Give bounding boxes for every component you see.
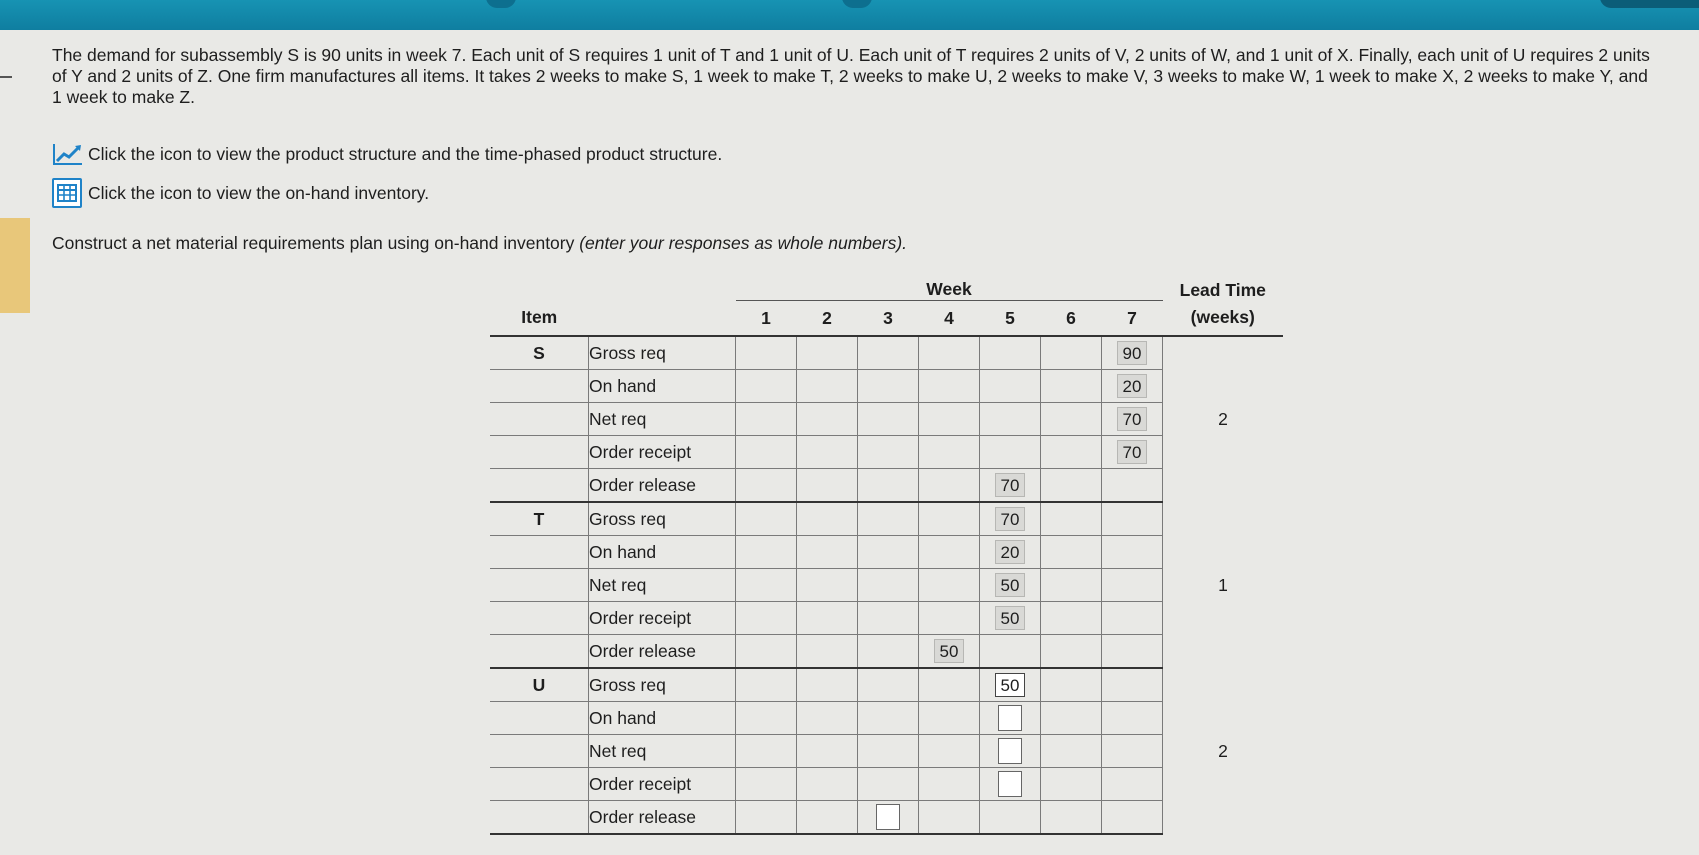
side-marker [0,76,12,78]
item-cell [490,768,589,801]
week-cell [797,668,858,702]
week-cell [858,436,919,469]
week-cell [858,502,919,536]
week-cell [1041,768,1102,801]
week-cell [1041,469,1102,503]
week-cell [1102,635,1163,669]
week-cell [858,635,919,669]
item-cell [490,702,589,735]
week-number: 7 [1102,301,1163,337]
item-cell [490,801,589,835]
week-cell [858,735,919,768]
week-cell [797,635,858,669]
instructions-main: Construct a net material requirements plan using on-hand inventory [52,233,580,253]
row-label-net-req: Net req [589,569,736,602]
row-label-order-release: Order release [589,635,736,669]
week-cell [736,469,797,503]
item-cell [490,370,589,403]
week-cell [1041,635,1102,669]
week-cell [797,469,858,503]
lead-time-value: 2 [1218,740,1228,761]
week-number: 2 [797,301,858,337]
instructions [52,233,907,254]
row-label-gross-req: Gross req [589,668,736,702]
week-cell [736,336,797,370]
item-name: U [490,668,589,702]
banner-button[interactable] [1600,0,1699,8]
row-label-on-hand: On hand [589,536,736,569]
week-cell [1041,436,1102,469]
week-cell [858,336,919,370]
answer-value[interactable]: 70 [995,473,1025,497]
answer-value[interactable]: 20 [995,540,1025,564]
week-cell [797,569,858,602]
row-label-order-receipt: Order receipt [589,436,736,469]
week-cell [980,502,1041,536]
week-cell [1041,336,1102,370]
answer-value[interactable]: 70 [1117,407,1147,431]
item-cell [490,602,589,635]
row-label-order-receipt: Order receipt [589,768,736,801]
lead-time-header: Lead Time [1179,279,1266,300]
row-label-net-req: Net req [589,403,736,436]
week-cell [1041,735,1102,768]
answer-value[interactable]: 50 [995,673,1025,697]
week-cell [980,801,1041,835]
row-label-order-release: Order release [589,801,736,835]
week-cell [1102,702,1163,735]
item-cell [490,403,589,436]
week-cell [1102,436,1163,469]
week-cell [858,469,919,503]
week-cell [797,735,858,768]
week-cell [1041,668,1102,702]
week-cell [736,370,797,403]
week-cell [858,668,919,702]
week-cell [797,536,858,569]
week-cell [1041,801,1102,835]
item-cell [490,436,589,469]
structure-link-text: Click the icon to view the product structure and the time-phased product structure. [88,143,723,164]
mrp-row [490,668,1283,702]
week-cell [858,602,919,635]
week-cell [1102,469,1163,503]
answer-value[interactable]: 50 [995,573,1025,597]
week-cell [1102,801,1163,835]
week-cell [919,370,980,403]
week-cell [797,702,858,735]
week-cell [858,702,919,735]
item-header: Item [490,301,589,337]
item-cell [490,569,589,602]
week-cell [919,336,980,370]
week-cell [980,602,1041,635]
week-number: 4 [919,301,980,337]
week-cell [919,469,980,503]
answer-value[interactable]: 70 [1117,440,1147,464]
banner-pill [486,0,516,8]
row-label-on-hand: On hand [589,370,736,403]
week-cell [1041,536,1102,569]
week-cell [919,702,980,735]
week-cell [1041,403,1102,436]
instructions-note: (enter your responses as whole numbers). [579,233,908,253]
week-cell [919,502,980,536]
answer-input[interactable] [876,804,900,830]
week-cell [1041,370,1102,403]
week-cell [919,735,980,768]
week-cell [919,569,980,602]
item-name: S [490,336,589,370]
answer-value[interactable]: 20 [1117,374,1147,398]
week-cell [736,536,797,569]
row-label-gross-req: Gross req [589,336,736,370]
week-cell [736,635,797,669]
week-cell [797,436,858,469]
week-cell [797,370,858,403]
week-cell [919,436,980,469]
week-cell [919,768,980,801]
week-cell [1041,569,1102,602]
week-cell [1041,502,1102,536]
week-cell [980,336,1041,370]
problem-statement: The demand for subassembly S is 90 units in week 7. Each unit of S requires 1 unit of T and 1 unit of U. Each unit of T requires 2 units of V, 2 units of W, and 1 unit of X. Finally, each unit of U requires 2 units of Y and 2 units of Z. One firm manufactures all items. It takes 2 weeks to make S, 1 week to make T, 2 weeks to make U, 2 weeks to make V, 3 weeks to make W, 1 week to make X, 2 weeks to make Y, and 1 week to make Z. [52,45,1650,107]
week-cell [736,436,797,469]
week-cell [858,801,919,835]
week-cell [858,768,919,801]
inventory-link-row[interactable] [52,178,429,208]
item-cell [490,735,589,768]
week-cell [980,635,1041,669]
week-cell [858,536,919,569]
week-cell [736,602,797,635]
week-cell [858,403,919,436]
answer-input[interactable] [998,705,1022,731]
week-cell [919,668,980,702]
week-cell [736,735,797,768]
answer-input[interactable] [998,738,1022,764]
mrp-row [490,336,1283,370]
structure-link-row[interactable] [52,142,722,166]
label-header [589,301,736,337]
week-cell [736,702,797,735]
week-cell [980,469,1041,503]
week-cell [736,403,797,436]
week-cell [797,602,858,635]
answer-input[interactable] [998,771,1022,797]
week-cell [919,403,980,436]
week-cell [1041,602,1102,635]
lead-time-units-header: (weeks) [1163,301,1284,337]
item-cell [490,635,589,669]
week-cell [736,801,797,835]
week-cell [797,801,858,835]
lead-time-value: 1 [1218,574,1228,595]
week-number: 3 [858,301,919,337]
week-cell [919,602,980,635]
row-label-on-hand: On hand [589,702,736,735]
week-cell [858,370,919,403]
week-cell [919,635,980,669]
week-cell [858,569,919,602]
week-cell [1102,502,1163,536]
row-label-order-receipt: Order receipt [589,602,736,635]
week-cell [797,403,858,436]
table-icon[interactable] [52,178,82,208]
blank-header [490,274,589,301]
row-label-order-release: Order release [589,469,736,503]
answer-value[interactable]: 90 [1117,341,1147,365]
answer-value[interactable]: 70 [995,507,1025,531]
blank-header [589,274,736,301]
week-header: Week [736,274,1163,301]
week-cell [1102,602,1163,635]
answer-value[interactable]: 50 [934,639,964,663]
week-cell [1102,403,1163,436]
week-cell [1102,569,1163,602]
mrp-row [490,502,1283,536]
week-cell [736,768,797,801]
week-cell [980,370,1041,403]
line-chart-icon[interactable] [52,142,84,166]
inventory-link-text: Click the icon to view the on-hand inventory. [88,182,430,203]
week-cell [980,436,1041,469]
week-cell [1102,336,1163,370]
side-tab[interactable] [0,218,30,313]
week-cell [736,668,797,702]
week-cell [980,536,1041,569]
week-cell [736,569,797,602]
answer-value[interactable]: 50 [995,606,1025,630]
week-cell [1041,702,1102,735]
week-cell [1102,536,1163,569]
week-cell [980,668,1041,702]
week-number: 1 [736,301,797,337]
week-cell [1102,735,1163,768]
row-label-net-req: Net req [589,735,736,768]
week-cell [1102,370,1163,403]
week-cell [980,702,1041,735]
item-cell [490,469,589,503]
week-cell [919,536,980,569]
item-cell [490,536,589,569]
week-cell [1102,768,1163,801]
item-name: T [490,502,589,536]
week-cell [736,502,797,536]
top-banner [0,0,1699,30]
week-cell [980,569,1041,602]
week-cell [1102,668,1163,702]
row-label-gross-req: Gross req [589,502,736,536]
week-cell [797,768,858,801]
lead-time-value: 2 [1218,409,1228,429]
week-cell [797,336,858,370]
week-cell [980,403,1041,436]
mrp-table [490,274,1283,835]
banner-pill [842,0,872,8]
week-cell [797,502,858,536]
week-number: 5 [980,301,1041,337]
week-number: 6 [1041,301,1102,337]
week-cell [980,735,1041,768]
week-cell [919,801,980,835]
week-cell [980,768,1041,801]
